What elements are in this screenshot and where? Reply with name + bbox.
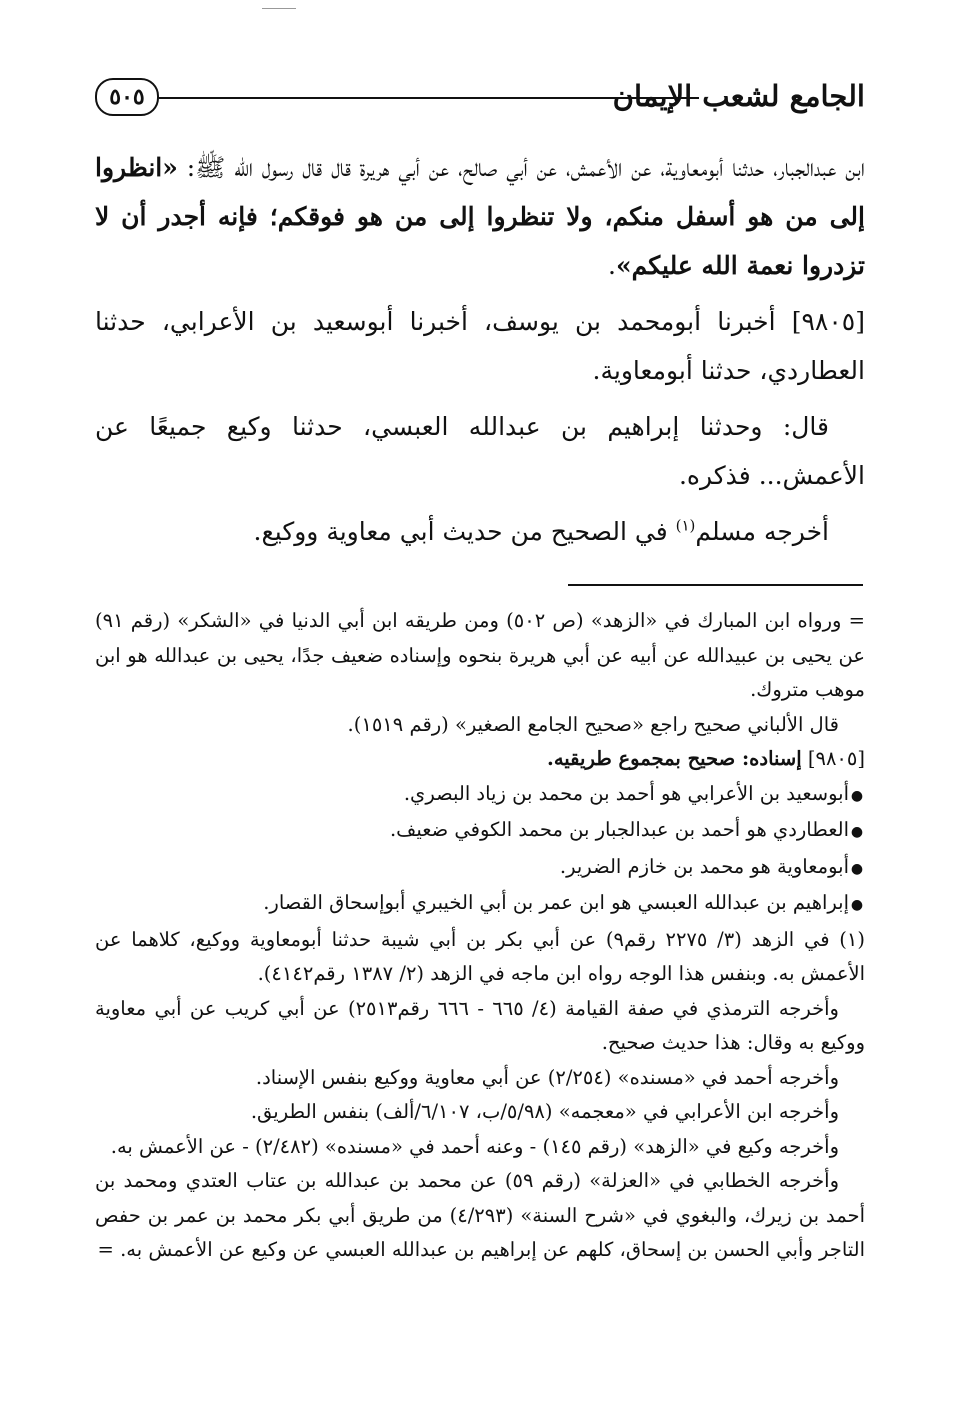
footnotes xyxy=(95,604,865,1268)
bullet-icon: ● xyxy=(850,824,864,840)
list-item xyxy=(95,777,865,814)
note-number: [٩٨٠٥] xyxy=(807,747,865,770)
bullet-icon: ● xyxy=(850,860,864,877)
takhrij-paragraph xyxy=(95,507,865,556)
footnote-ahmad: وأخرجه أحمد في «مسنده» (٢/٢٥٤) عن أبي معاوية ووكيع بنفس الإسناد. xyxy=(255,1065,839,1089)
hadith-number: [٩٨٠٥] xyxy=(791,307,865,336)
footnote-tirmidhi: وأخرجه الترمذي في صفة القيامة (٤/ ٦٦٥ - ٦٦٦ رقم٢٥١٣) عن أبي كريب عن أبي معاوية ووكيع به وقال: هذا حديث صحيح. xyxy=(95,996,865,1054)
hadith-paragraph xyxy=(95,143,865,290)
narration-text: أخبرنا أبومحمد بن يوسف، أخبرنا أبوسعيد بن الأعرابي، حدثنا العطاردي، حدثنا أبومعاوية. xyxy=(95,307,865,385)
list-item xyxy=(95,813,865,850)
paragraph-end: . xyxy=(608,251,616,280)
takhrij-text: أخرجه مسلم xyxy=(695,517,829,546)
list-item-text: إبراهيم بن عبدالله العبسي هو ابن عمر بن أبي الخيبري أبوإسحاق القصار. xyxy=(263,891,849,914)
footnote-ibn-alarabi: وأخرجه ابن الأعرابي في «معجمه» (٥/٩٨/ب، ٦/١٠٧/ألف) بنفس الطريق. xyxy=(250,1100,839,1123)
scan-mark xyxy=(262,8,296,9)
isnad-text: ابن عبدالجبار، حدثنا أبومعاوية، عن الأعمش، عن أبي صالح، عن أبي هريرة قال قال رسول الله ﷺ: xyxy=(177,153,865,182)
list-item-text: العطاردي هو أحمد بن عبدالجبار بن محمد الكوفي ضعيف. xyxy=(389,818,849,841)
footnote-khattabi: وأخرجه الخطابي في «العزلة» (رقم ٥٩) عن محمد بن عبدالله بن عتاب العتدي ومحمد بن أحمد بن زيرك، والبغوي في «شرح السنة» (٤/٢٩٣) من طريق أبي بكر محمد بن عمر بن حفص التاجر وأبي الحسن بن إسحاق، كلهم عن إبراهيم بن عبدالله العبسي عن وكيع عن الأعمش به. = xyxy=(95,1169,866,1261)
narrator-list xyxy=(95,777,865,923)
narration-paragraph xyxy=(95,297,865,395)
note-albani: قال الألباني صحيح راجع «صحيح الجامع الصغير» (رقم ١٥١٩). xyxy=(347,712,839,736)
takhrij-text-end: في الصحيح من حديث أبي معاوية ووكيع. xyxy=(253,517,676,546)
note-isnad xyxy=(95,742,865,777)
note-continuation: = ورواه ابن المبارك في «الزهد» (ص ٥٠٢) ومن طريقه ابن أبي الدنيا في «الشكر» (رقم ٩١) عن يحيى بن عبيدالله عن أبيه عن أبي هريرة بنحوه وإسناده ضعيف جدًا، يحيى بن عبدالله هو ابن موهب متروك. xyxy=(95,609,865,701)
book-title: الجامع لشعب الإيمان xyxy=(612,79,865,113)
list-item xyxy=(95,886,865,923)
page-number: ٥٠٥ xyxy=(95,78,159,116)
bullet-icon: ● xyxy=(850,897,864,913)
list-item-text: أبوسعيد بن الأعرابي هو أحمد بن محمد بن زياد البصري. xyxy=(403,781,849,805)
list-item xyxy=(95,850,865,887)
running-header xyxy=(95,72,865,124)
footnote-marker: (١) xyxy=(675,516,696,535)
footnote-separator xyxy=(568,584,863,586)
footnote-waki: وأخرجه وكيع في «الزهد» (رقم ١٤٥) - وعنه أحمد في «مسنده» (٢/٤٨٢) - عن الأعمش به. xyxy=(110,1134,839,1158)
hadith-text: «انظروا إلى من هو أسفل منكم، ولا تنظروا إلى من هو فوقكم؛ فإنه أجدر أن لا تزدروا نعمة الله عليكم» xyxy=(95,153,865,280)
main-text xyxy=(95,143,865,563)
bullet-icon: ● xyxy=(850,787,864,804)
second-chain-paragraph: قال: وحدثنا إبراهيم بن عبدالله العبسي، حدثنا وكيع جميعًا عن الأعمش... فذكره. xyxy=(95,412,865,490)
footnote-1: (١) في الزهد (٣/ ٢٢٧٥ رقم٩) عن أبي بكر بن أبي شيبة حدثنا أبومعاوية ووكيع، كلاهما عن الأعمش به. وبنفس هذا الوجه رواه ابن ماجه في الزهد (٢/ ١٣٨٧ رقم٤١٤٢). xyxy=(95,927,865,985)
isnad-grade: إسناده: صحيح بمجموع طريقيه. xyxy=(547,747,802,770)
list-item-text: أبومعاوية هو محمد بن خازم الضرير. xyxy=(559,854,849,878)
